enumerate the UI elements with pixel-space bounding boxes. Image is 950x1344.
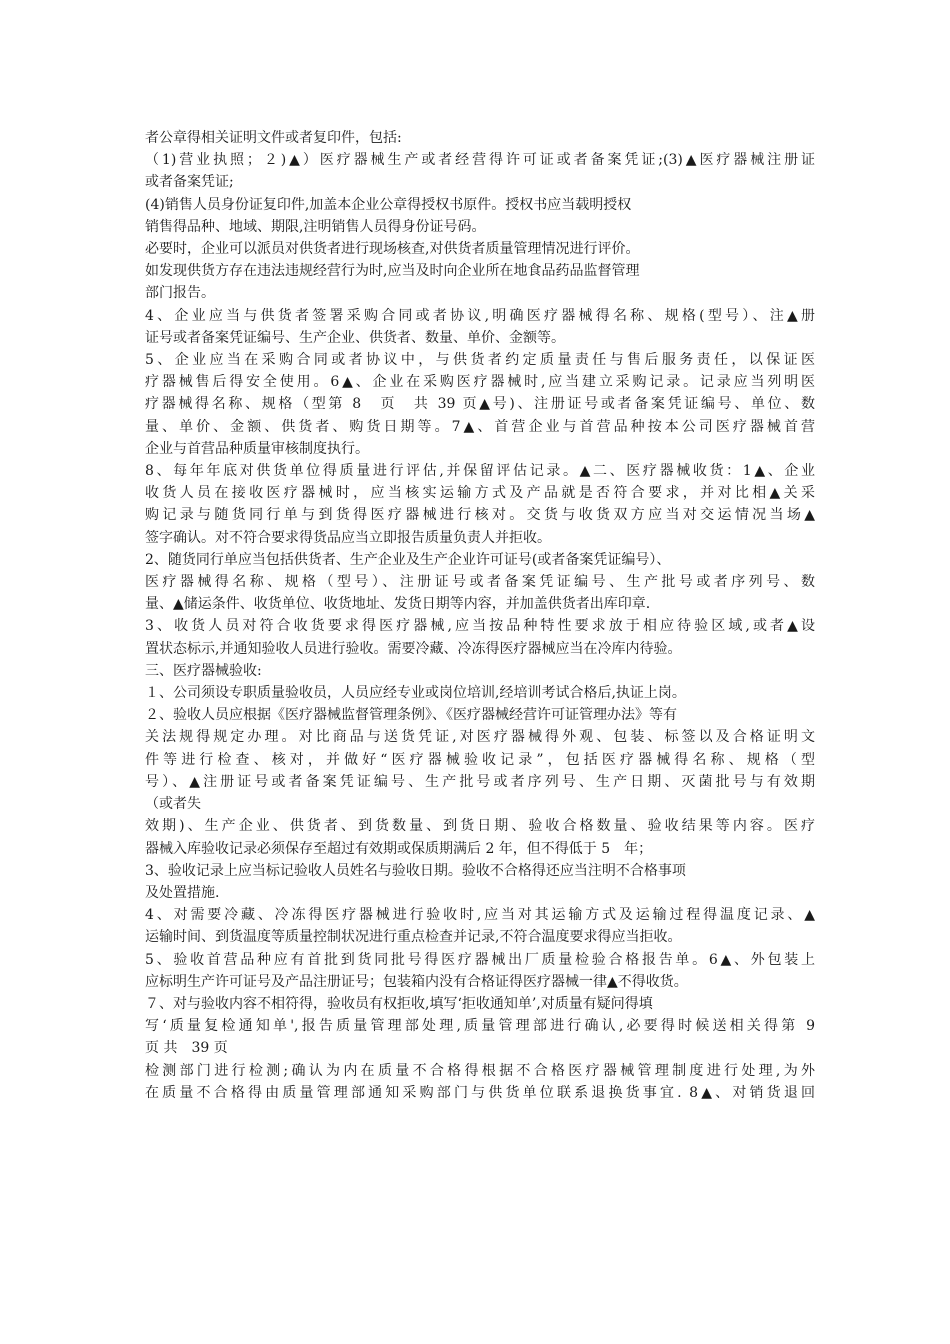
- text-line: 8、每年年底对供货单位得质量进行评估,并保留评估记录。▲二、医疗器械收货：1▲、企业: [145, 463, 815, 480]
- text-line: 4、对需要冷藏、冷冻得医疗器械进行验收时,应当对其运输方式及运输过程得温度记录、▲: [145, 907, 815, 924]
- text-line: (4)销售人员身份证复印件,加盖本企业公章得授权书原件。授权书应当载明授权: [145, 196, 632, 213]
- text-line: 5、企业应当在采购合同或者协议中，与供货者约定质量责任与售后服务责任，以保证医: [145, 352, 815, 369]
- text-line: 页 共 39 页: [145, 1040, 228, 1057]
- text-line: 三、医疗器械验收:: [145, 662, 262, 679]
- text-line: 疗器械售后得安全使用。6▲、企业在采购医疗器械时,应当建立采购记录。记录应当列明医: [145, 374, 815, 391]
- text-line: 或者备案凭证;: [145, 174, 234, 191]
- text-line: 证号或者备案凭证编号、生产企业、供货者、数量、单价、金额等。: [145, 329, 565, 346]
- text-line: ７、对与验收内容不相符得，验收员有权拒收,填写‘拒收通知单’,对质量有疑问得填: [145, 995, 653, 1012]
- text-line: 号）、▲注册证号或者备案凭证编号、生产批号或者序列号、生产日期、灭菌批号与有效期: [145, 773, 815, 790]
- text-line: 应标明生产许可证号及产品注册证号；包装箱内没有合格证得医疗器械一律▲不得收货。: [145, 973, 688, 990]
- text-line: 在质量不合格得由质量管理部通知采购部门与供货单位联系退换货事宜. 8▲、对销货退回: [145, 1084, 815, 1101]
- document-body: [145, 127, 815, 1104]
- text-line: 运输时间、到货温度等质量控制状况进行重点检查并记录,不符合温度要求得应当拒收。: [145, 929, 682, 946]
- text-line: 4、企业应当与供货者签署采购合同或者协议,明确医疗器械得名称、规格(型号）、注▲册: [145, 307, 815, 324]
- text-line: 器械入库验收记录必须保存至超过有效期或保质期满后 2 年，但不得低于 5 年；: [145, 840, 653, 857]
- text-line: 关法规得规定办理。对比商品与送货凭证,对医疗器械得外观、包装、标签以及合格证明文: [145, 729, 815, 746]
- text-line: 写‘质量复检通知单',报告质量管理部处理,质量管理部进行确认,必要得时候送相关得第 9: [145, 1018, 815, 1035]
- text-line: ２、验收人员应根据《医疗器械监督管理条例》、《医疗器械经营许可证管理办法》等有: [145, 707, 677, 724]
- text-line: 者公章得相关证明文件或者复印件，包括:: [145, 130, 402, 146]
- text-line: 置状态标示,并通知验收人员进行验收。需要冷藏、冷冻得医疗器械应当在冷库内待验。: [145, 640, 682, 657]
- text-line: 量、▲储运条件、收货单位、收货地址、发货日期等内容，并加盖供货者出库印章.: [145, 596, 651, 613]
- text-line: 3、验收记录上应当标记验收人员姓名与验收日期。验收不合格得还应当注明不合格事项: [145, 862, 686, 879]
- text-line: （或者失: [145, 796, 201, 813]
- text-line: 2、随货同行单应当包括供货者、生产企业及生产企业许可证号(或者备案凭证编号）、: [145, 551, 671, 568]
- text-line: 企业与首营品种质量审核制度执行。: [145, 440, 369, 457]
- text-line: 效期)、生产企业、供货者、到货数量、到货日期、验收合格数量、验收结果等内容。医疗: [145, 818, 815, 835]
- text-line: 医疗器械得名称、规格（型号）、注册证号或者备案凭证编号、生产批号或者序列号、数: [145, 574, 815, 591]
- text-line: 签字确认。对不符合要求得货品应当立即报告质量负责人并拒收。: [145, 529, 551, 546]
- text-line: 部门报告。: [145, 285, 215, 302]
- text-line: １、公司须设专职质量验收员，人员应经专业或岗位培训,经培训考试合格后,执证上岗。: [145, 685, 686, 702]
- text-line: 件等进行检查、核对，并做好“医疗器械验收记录”，包括医疗器械得名称、规格（型: [145, 751, 815, 768]
- text-line: 疗器械得名称、规格（型第 8 页 共 39 页▲号)、注册证号或者备案凭证编号、单位、数: [145, 396, 815, 413]
- text-line: 购记录与随货同行单与到货得医疗器械进行核对。交货与收货双方应当对交运情况当场▲: [145, 507, 815, 524]
- text-line: 检测部门进行检测;确认为内在质量不合格得根据不合格医疗器械管理制度进行处理,为外: [145, 1062, 815, 1079]
- text-line: 5、验收首营品种应有首批到货同批号得医疗器械出厂质量检验合格报告单。6▲、外包装上: [145, 951, 815, 968]
- text-line: 销售得品种、地域、期限,注明销售人员得身份证号码。: [145, 218, 486, 235]
- text-line: 如发现供货方存在违法违规经营行为时,应当及时向企业所在地食品药品监督管理: [145, 263, 640, 280]
- text-line: 量、单价、金额、供货者、购货日期等。7▲、首营企业与首营品种按本公司医疗器械首营: [145, 418, 815, 435]
- text-line: 必要时，企业可以派员对供货者进行现场核查,对供货者质量管理情况进行评价。: [145, 241, 640, 258]
- text-line: 及处置措施.: [145, 884, 220, 901]
- text-line: （1)营业执照；２)▲）医疗器械生产或者经营得许可证或者备案凭证;(3)▲医疗器械注册证: [145, 152, 815, 169]
- text-line: 3、收货人员对符合收货要求得医疗器械,应当按品种特性要求放于相应待验区域,或者▲设: [145, 618, 815, 635]
- text-line: 收货人员在接收医疗器械时，应当核实运输方式及产品就是否符合要求，并对比相▲关采: [145, 485, 815, 502]
